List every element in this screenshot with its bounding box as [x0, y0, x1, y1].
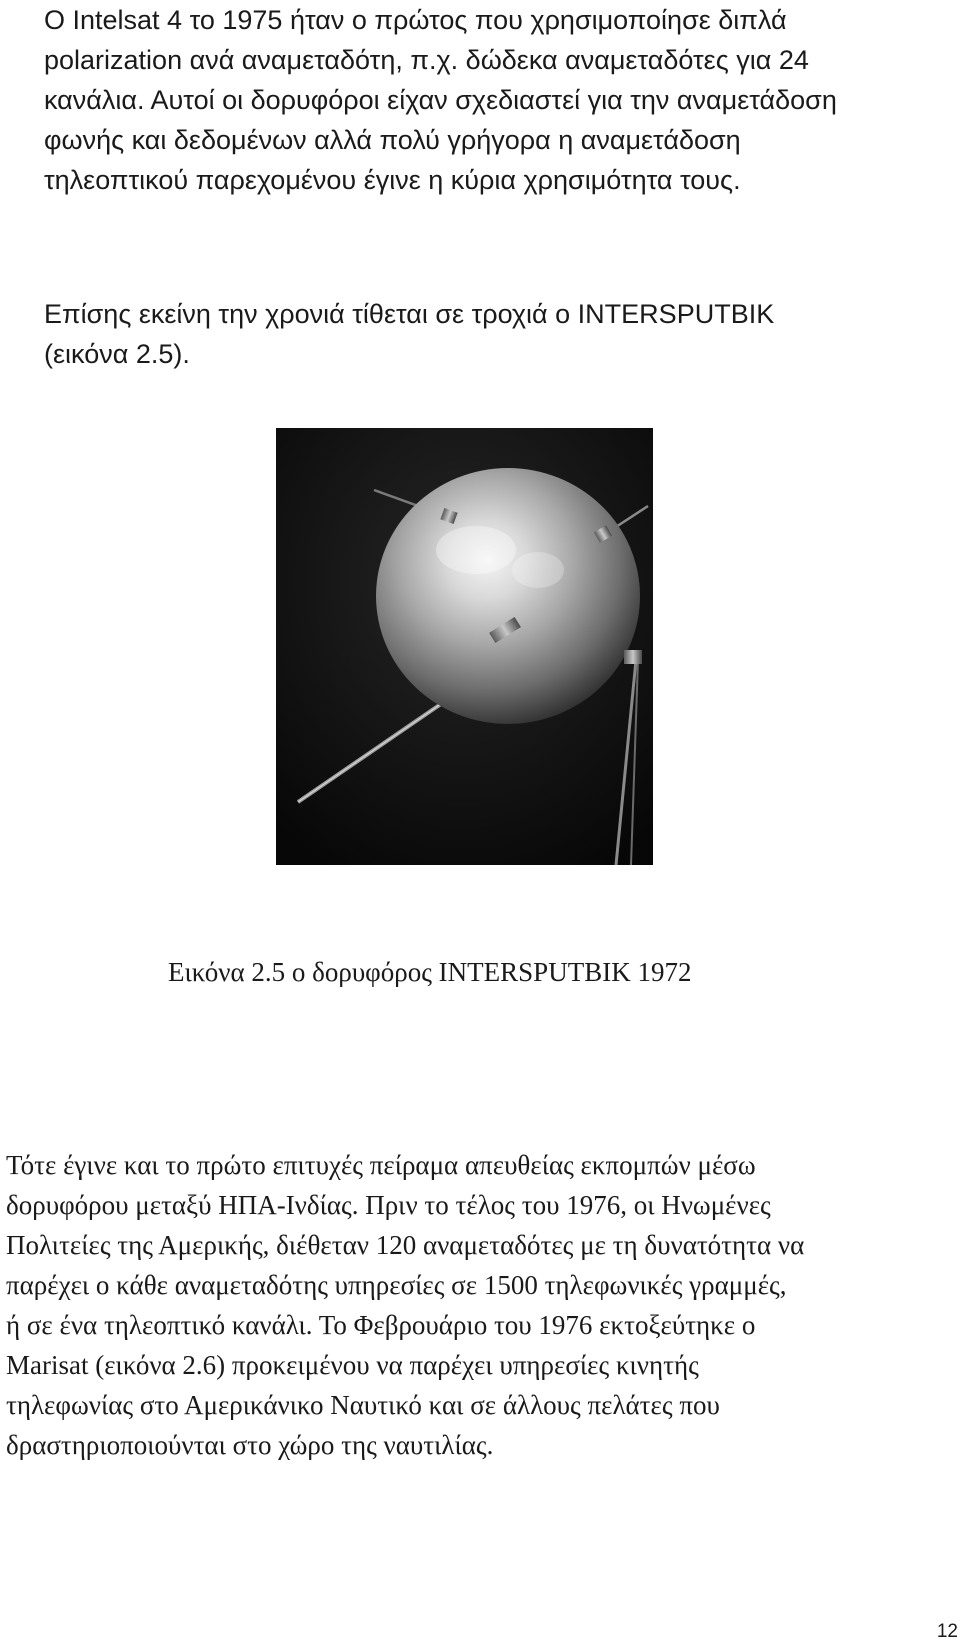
text-line: δραστηριοποιούνται στο χώρο της ναυτιλίας. — [6, 1430, 494, 1460]
text-line: τηλεοπτικού παρεχομένου έγινε η κύρια χρησιμότητα τους. — [44, 165, 741, 195]
text-line: Τότε έγινε και το πρώτο επιτυχές πείραμα απευθείας εκπομπών μέσω — [6, 1150, 756, 1180]
text-line: δορυφόρου μεταξύ ΗΠΑ-Ινδίας. Πριν το τέλος του 1976, οι Ηνωμένες — [6, 1190, 771, 1220]
page-number: 12 — [936, 1621, 958, 1642]
text-line: Επίσης εκείνη την χρονιά τίθεται σε τροχιά ο INTERSPUTBIK — [44, 299, 775, 329]
text-line: polarization ανά αναμεταδότη, π.χ. δώδεκα αναμεταδότες για 24 — [44, 45, 809, 75]
text-line: Ο Intelsat 4 το 1975 ήταν ο πρώτος που χρησιμοποίησε διπλά — [44, 5, 787, 35]
text-line: φωνής και δεδομένων αλλά πολύ γρήγορα η αναμετάδοση — [44, 125, 741, 155]
paragraph-usa-india — [6, 1145, 804, 1465]
text-line: τηλεφωνίας στο Αμερικάνικο Ναυτικό και σε άλλους πελάτες που — [6, 1390, 720, 1420]
text-line: κανάλια. Αυτοί οι δορυφόροι είχαν σχεδιαστεί για την αναμετάδοση — [44, 85, 837, 115]
text-line: ή σε ένα τηλεοπτικό κανάλι. Το Φεβρουάριο του 1976 εκτοξεύτηκε ο — [6, 1310, 756, 1340]
text-line: παρέχει ο κάθε αναμεταδότης υπηρεσίες σε 1500 τηλεφωνικές γραμμές, — [6, 1270, 787, 1300]
paragraph-intersputbik — [44, 294, 774, 374]
satellite-photo — [276, 428, 653, 865]
paragraph-intelsat — [44, 0, 837, 200]
text-line: Πολιτείες της Αμερικής, διέθεταν 120 αναμεταδότες με τη δυνατότητα να — [6, 1230, 805, 1260]
text-line: (εικόνα 2.5). — [44, 339, 190, 369]
text-line: Marisat (εικόνα 2.6) προκειμένου να παρέχει υπηρεσίες κινητής — [6, 1350, 699, 1380]
figure-caption: Εικόνα 2.5 ο δορυφόρος INTERSPUTBIK 1972 — [168, 957, 692, 987]
